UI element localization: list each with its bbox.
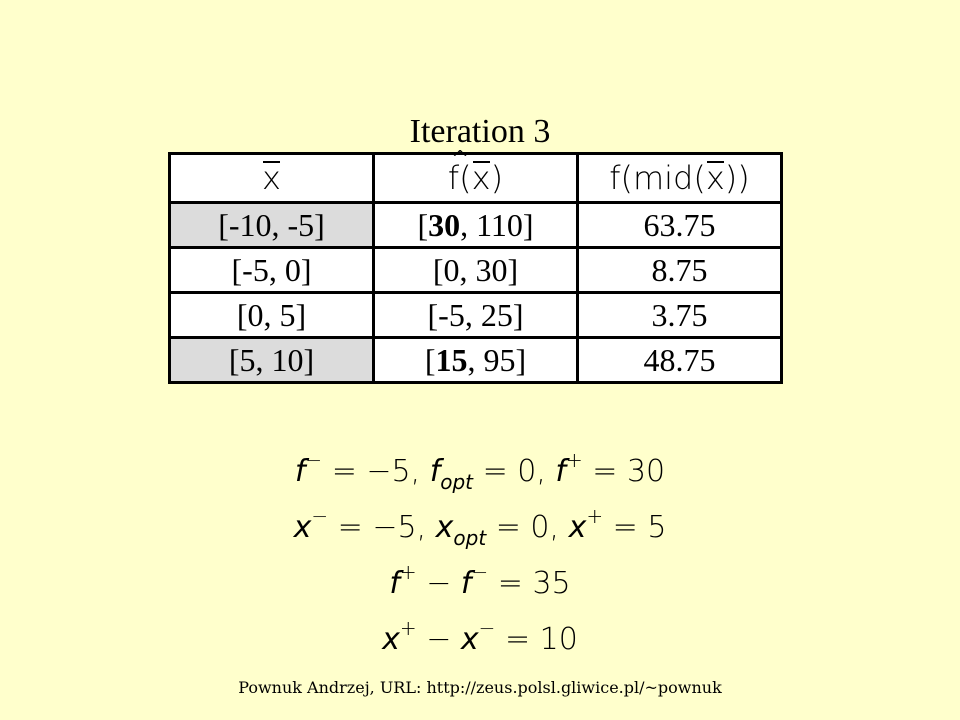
estimate-cell: [0, 30] <box>374 248 578 293</box>
table-row <box>170 338 782 383</box>
equation-x-bounds: x− = −5, $x_{opt} = 0$, x+ = 5 <box>293 504 667 550</box>
header-fhat: ^ f(x) <box>374 154 578 203</box>
interval-cell: [0, 5] <box>170 293 374 338</box>
estimate-cell: [15, 95] <box>374 338 578 383</box>
interval-cell: [-5, 0] <box>170 248 374 293</box>
midvalue-cell: 63.75 <box>578 203 782 248</box>
midvalue-cell: 48.75 <box>578 338 782 383</box>
table-header-row <box>170 154 782 203</box>
header-x-symbol: x <box>262 159 281 197</box>
table-row <box>170 293 782 338</box>
midvalue-cell: 8.75 <box>578 248 782 293</box>
equation-f-bounds: f− = −5, $f_{opt} = 0$, f+ = 30 <box>294 448 666 494</box>
header-x <box>170 154 374 203</box>
table-row <box>170 203 782 248</box>
table-row <box>170 248 782 293</box>
midvalue-cell: 3.75 <box>578 293 782 338</box>
iteration-table <box>168 152 783 384</box>
equation-x-range: x+ − x− = 10 <box>382 616 578 657</box>
footer-credit: Pownuk Andrzej, URL: http://zeus.polsl.gliwice.pl/~pownuk <box>238 678 722 697</box>
slide-title: Iteration 3 <box>409 113 551 150</box>
equation-f-range: f+ − f− = 35 <box>389 560 571 601</box>
estimate-cell: [30, 110] <box>374 203 578 248</box>
header-fhat-symbol: ^ f <box>448 157 459 199</box>
interval-cell: [-10, -5] <box>170 203 374 248</box>
header-fmid: f(mid(x)) <box>578 154 782 203</box>
estimate-cell: [-5, 25] <box>374 293 578 338</box>
interval-cell: [5, 10] <box>170 338 374 383</box>
